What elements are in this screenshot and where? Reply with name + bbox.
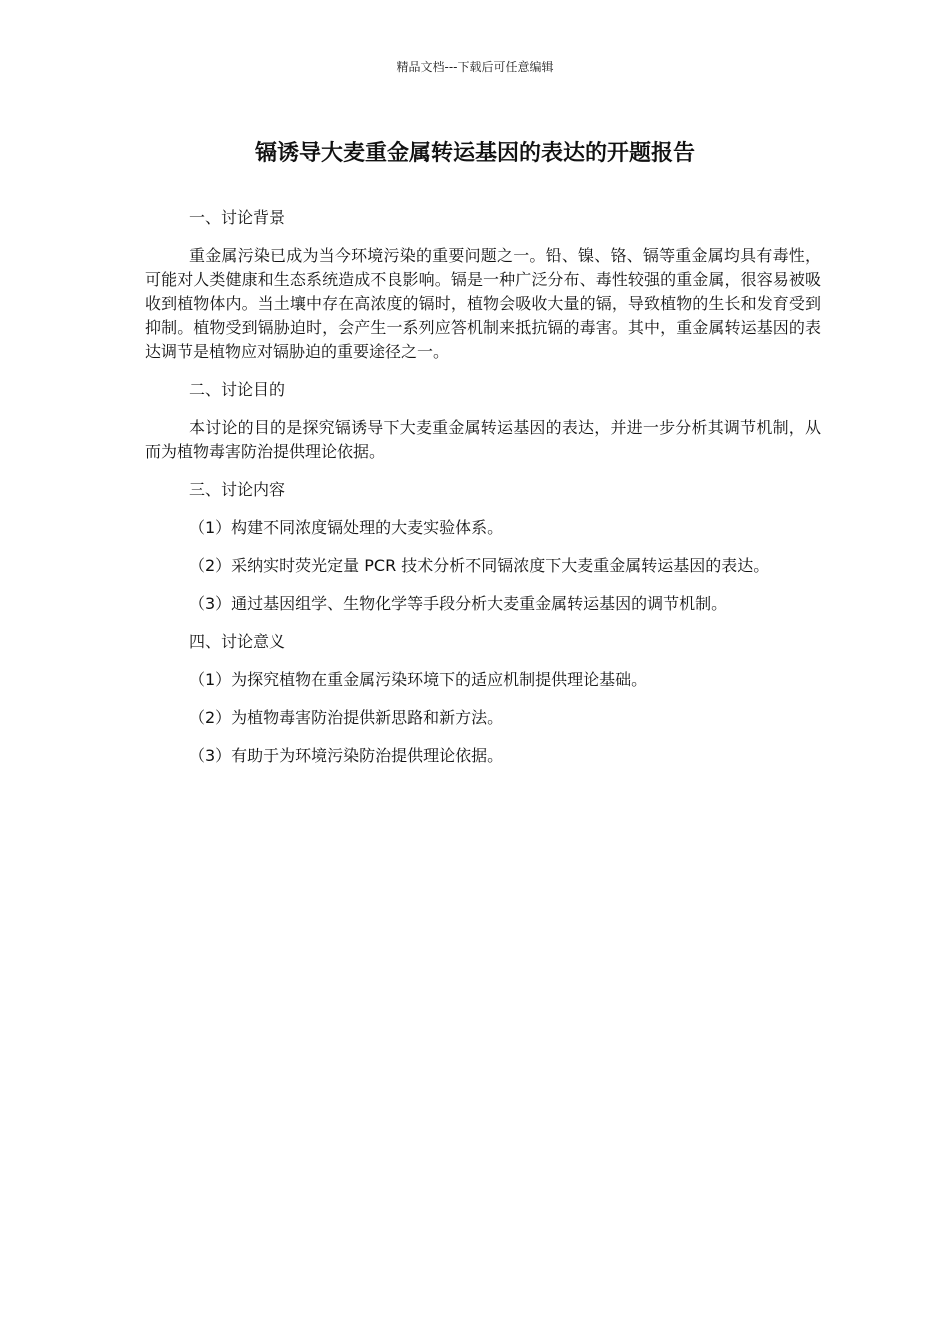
header-note: 精品文档---下载后可任意编辑 [396,60,554,74]
significance-item-1: （1）为探究植物在重金属污染环境下的适应机制提供理论基础。 [189,670,648,689]
document-body [145,206,821,782]
section-heading-background: 一、讨论背景 [189,208,286,227]
significance-item-2: （2）为植物毒害防治提供新思路和新方法。 [189,708,504,727]
section-heading-purpose: 二、讨论目的 [189,380,286,399]
content-item-3: （3）通过基因组学、生物化学等手段分析大麦重金属转运基因的调节机制。 [189,594,728,613]
significance-item-3: （3）有助于为环境污染防治提供理论依据。 [189,746,504,765]
purpose-paragraph: 本讨论的目的是探究镉诱导下大麦重金属转运基因的表达，并进一步分析其调节机制，从而为植物毒害防治提供理论依据。 [145,418,821,461]
section-heading-content: 三、讨论内容 [189,480,286,499]
content-item-1: （1）构建不同浓度镉处理的大麦实验体系。 [189,518,504,537]
section-heading-significance: 四、讨论意义 [189,632,286,651]
content-item-2: （2）采纳实时荧光定量 PCR 技术分析不同镉浓度下大麦重金属转运基因的表达。 [189,556,770,575]
background-paragraph: 重金属污染已成为当今环境污染的重要问题之一。铅、镍、铬、镉等重金属均具有毒性，可能对人类健康和生态系统造成不良影响。镉是一种广泛分布、毒性较强的重金属，很容易被吸收到植物体内。当土壤中存在高浓度的镉时，植物会吸收大量的镉，导致植物的生长和发育受到抑制。植物受到镉胁迫时，会产生一系列应答机制来抵抗镉的毒害。其中，重金属转运基因的表达调节是植物应对镉胁迫的重要途径之一。 [145,246,821,361]
document-title: 镉诱导大麦重金属转运基因的表达的开题报告 [254,141,695,166]
